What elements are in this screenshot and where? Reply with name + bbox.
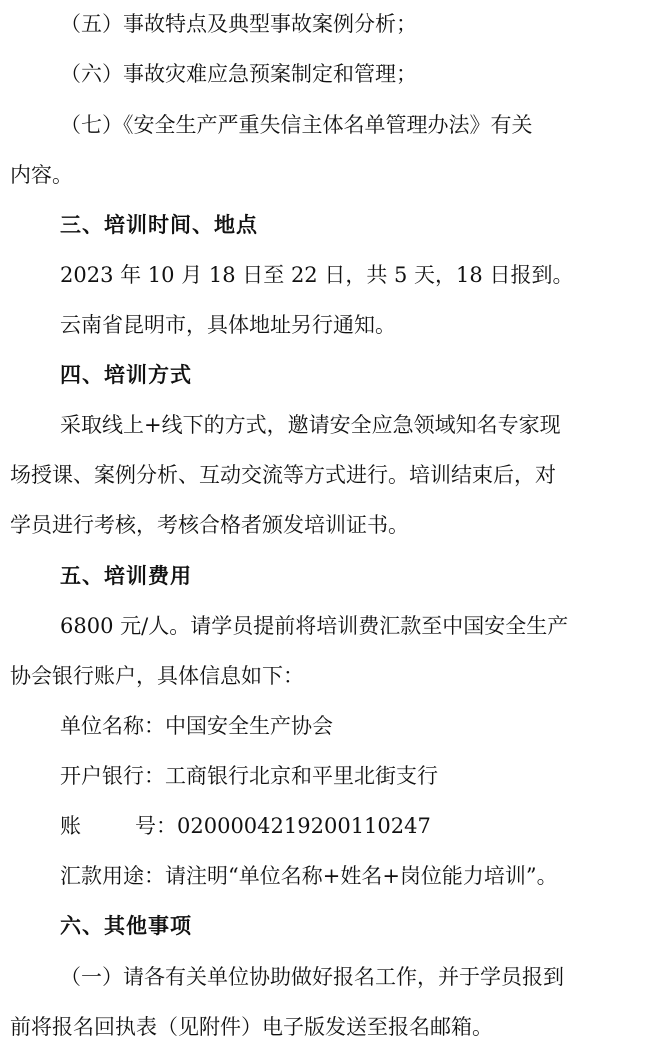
fee-paragraph-line <box>10 656 650 696</box>
section-heading-fees <box>60 556 650 596</box>
section-heading-method <box>60 355 650 395</box>
section-heading-other <box>60 906 650 946</box>
paragraph-text: 2023 年 10 月 18 日至 22 日，共 5 天，18 日报到。 <box>60 263 574 287</box>
method-paragraph-line <box>10 505 650 545</box>
list-item-text: （六）事故灾难应急预案制定和管理； <box>60 62 417 86</box>
fee-paragraph-line <box>60 606 640 646</box>
account-name-text: 单位名称：中国安全生产协会 <box>60 714 333 738</box>
account-number-value: 号：0200004219200110247 <box>135 814 431 838</box>
list-item-5 <box>60 4 650 44</box>
other-item-1-line <box>60 957 640 997</box>
section-heading-time-place <box>60 205 650 245</box>
account-name <box>60 706 650 746</box>
list-item-text: （五）事故特点及典型事故案例分析； <box>60 12 417 36</box>
paragraph-text: 6800 元/人。请学员提前将培训费汇款至中国安全生产 <box>60 614 569 638</box>
account-number <box>60 806 650 846</box>
account-bank-text: 开户银行：工商银行北京和平里北街支行 <box>60 764 438 788</box>
section-heading-text: 六、其他事项 <box>60 914 192 938</box>
method-paragraph-line <box>10 455 640 495</box>
training-dates <box>60 255 650 295</box>
training-location <box>60 305 650 345</box>
paragraph-text: 云南省昆明市，具体地址另行通知。 <box>60 313 396 337</box>
list-item-6 <box>60 54 650 94</box>
other-item-1-line <box>10 1007 650 1047</box>
remittance-purpose <box>60 856 650 896</box>
paragraph-text: 前将报名回执表（见附件）电子版发送至报名邮箱。 <box>10 1015 493 1039</box>
paragraph-text: 采取线上+线下的方式，邀请安全应急领域知名专家现 <box>60 413 561 437</box>
list-item-7-continued <box>10 155 650 195</box>
list-item-7 <box>60 105 640 145</box>
paragraph-text: 场授课、案例分析、互动交流等方式进行。培训结束后，对 <box>10 463 556 487</box>
section-heading-text: 四、培训方式 <box>60 363 192 387</box>
paragraph-text: （一）请各有关单位协助做好报名工作，并于学员报到 <box>60 965 564 989</box>
paragraph-text: 学员进行考核，考核合格者颁发培训证书。 <box>10 513 409 537</box>
list-item-text: （七）《安全生产严重失信主体名单管理办法》有关 <box>60 113 533 137</box>
list-item-text: 内容。 <box>10 163 73 187</box>
section-heading-text: 三、培训时间、地点 <box>60 213 258 237</box>
paragraph-text: 协会银行账户，具体信息如下： <box>10 664 304 688</box>
account-bank <box>60 756 650 796</box>
account-number-label: 账 <box>60 814 81 838</box>
section-heading-text: 五、培训费用 <box>60 564 192 588</box>
method-paragraph-line <box>60 405 640 445</box>
remittance-purpose-text: 汇款用途：请注明“单位名称+姓名+岗位能力培训”。 <box>60 864 558 888</box>
